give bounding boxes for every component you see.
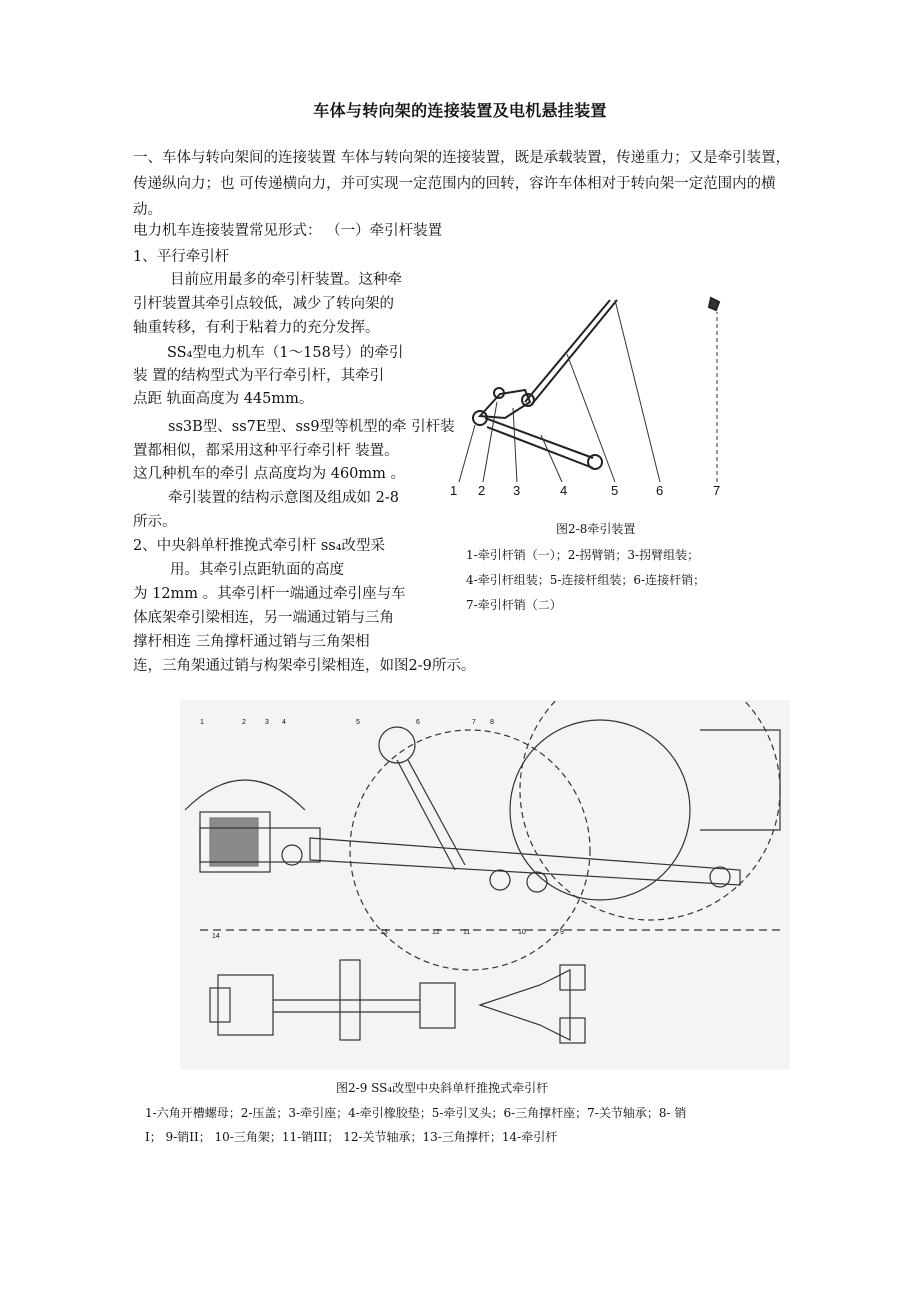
fig28-label: 2 xyxy=(478,483,486,498)
ss4-line: 装 置的结构型式为平行牵引杆，其牵引 xyxy=(133,368,385,384)
figure-2-9-drawing xyxy=(180,700,790,1070)
section1-line: 引杆装置其牵引点较低，减少了转向架的 xyxy=(133,296,394,312)
page-title: 车体与转向架的连接装置及电机悬挂装置 xyxy=(313,101,607,120)
section2-line: 为 12mm 。其牵引杆一端通过牵引座与车 xyxy=(133,586,406,602)
forms-line: 电力机车连接装置常见形式： （一）牵引杆装置 xyxy=(133,223,443,239)
fig28-label: 6 xyxy=(656,483,664,498)
section2-line: 用。其牵引点距轨面的高度 xyxy=(170,562,344,578)
section1-line: 轴重转移，有利于粘着力的充分发挥。 xyxy=(133,320,380,336)
fig29-label: 1 xyxy=(200,719,204,726)
fig29-label: 10 xyxy=(518,929,526,936)
section2-line: 连，三角架通过销与构架牵引梁相连，如图2-9所示。 xyxy=(133,658,476,674)
section2-line: 撑杆相连 三角撑杆通过销与三角架相 xyxy=(133,634,370,650)
intro-paragraph: 一、车体与转向架间的连接装置 车体与转向架的连接装置，既是承载装置，传递重力；又是牵引装置，传递纵向力；也 可传递横向力，并可实现一定范围内的回转，容许车体相对于转向架一定范围内的横动。 xyxy=(133,150,791,218)
fig28-label: 4 xyxy=(560,483,568,498)
section2-heading: 2、中央斜单杆推挽式牵引杆 ss₄改型采 xyxy=(133,538,386,554)
ss3-line: ss3B型、ss7E型、ss9型等机型的牵 引杆装 xyxy=(168,419,455,435)
fig29-label: 13 xyxy=(380,929,388,936)
fig29-caption: 图2-9 SS₄改型中央斜单杆推挽式牵引杆 xyxy=(336,1081,549,1095)
fig28-caption: 图2-8牵引装置 xyxy=(556,522,636,536)
ss4-line: 点距 轨面高度为 445mm。 xyxy=(133,391,314,407)
section1-line: 目前应用最多的牵引杆装置。这种牵 xyxy=(170,272,402,288)
fig29-label: 2 xyxy=(242,719,246,726)
fig29-label: 5 xyxy=(356,719,360,726)
fig29-label: 14 xyxy=(212,933,220,940)
section2-line: 体底架牵引梁相连，另一端通过销与三角 xyxy=(133,610,394,626)
fig29-label: 9 xyxy=(560,929,564,936)
fig29-label: 8 xyxy=(490,719,494,726)
fig29-label: 11 xyxy=(463,929,471,936)
ss3-line: 置都相似，都采用这种平行牵引杆 装置。 xyxy=(133,443,399,459)
fig28-label: 7 xyxy=(713,483,721,498)
fig28-legend-line: 1-牵引杆销（一）；2-拐臂销；3-拐臂组装； xyxy=(466,548,700,562)
fig28-label: 5 xyxy=(611,483,619,498)
fig29-legend-line: Ⅰ； 9-销II； 10-三角架；11-销III； 12-关节轴承；13-三角撑杆；14-牵引杆 xyxy=(145,1130,558,1144)
fig29-label: 6 xyxy=(416,719,420,726)
ss3-line: 这几种机车的牵引 点高度均为 460mm 。 xyxy=(133,466,406,482)
ss4-line: SS₄型电力机车（1～158号）的牵引 xyxy=(167,345,404,361)
fig29-legend-line: 1-六角开槽螺母；2-压盖；3-牵引座；4-牵引橡胶垫；5-牵引叉头；6-三角撑杆座；7-关节轴承；8- 销 xyxy=(145,1106,687,1120)
ss3-line: 牵引装置的结构示意图及组成如 2-8 xyxy=(168,490,399,506)
fig29-label: 3 xyxy=(265,719,269,726)
fig28-legend-line: 4-牵引杆组装；5-连接杆组装；6-连接杆销； xyxy=(466,573,706,587)
fig28-label: 3 xyxy=(513,483,521,498)
section1-heading: 1、平行牵引杆 xyxy=(133,249,230,265)
fig28-label: 1 xyxy=(450,483,458,498)
figure-2-8-drawing xyxy=(445,290,745,505)
ss3-line: 所示。 xyxy=(133,514,177,530)
fig29-label: 12 xyxy=(432,929,440,936)
fig29-label: 7 xyxy=(472,719,476,726)
fig28-legend-line: 7-牵引杆销（二） xyxy=(466,598,562,612)
fig29-label: 4 xyxy=(282,719,286,726)
